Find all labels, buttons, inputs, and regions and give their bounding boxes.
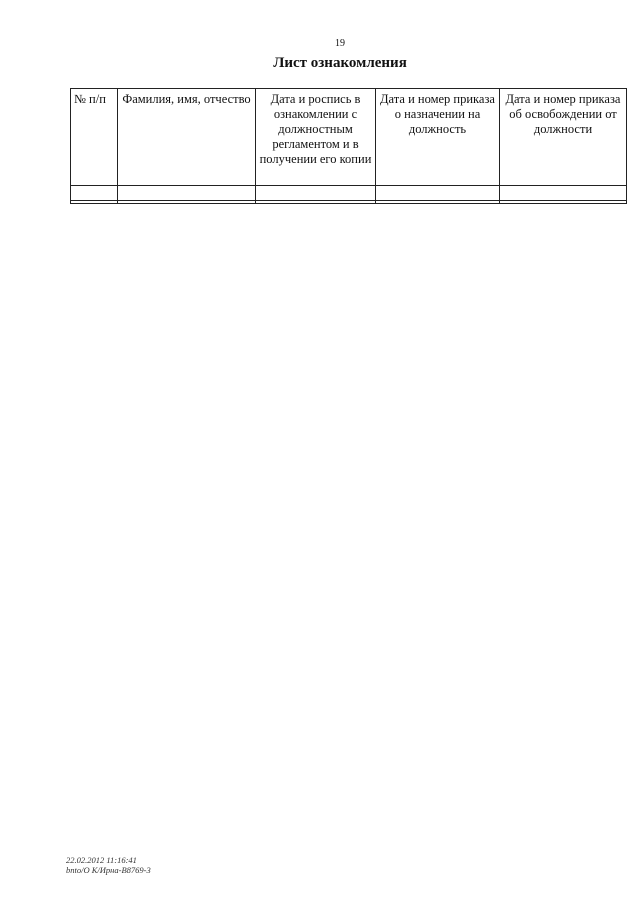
table-header-row [71,89,627,186]
table-cell[interactable] [376,201,500,204]
column-header-name: Фамилия, имя, отчество [118,89,256,186]
footer-document-id: bnto/O K/Ирна-B8769-3 [66,865,151,875]
acknowledgement-table [70,88,627,204]
table-cell[interactable] [118,186,256,201]
document-footer [66,855,151,875]
column-header-appointment-order: Дата и номер приказа о назначении на должность [376,89,500,186]
table-cell[interactable] [71,186,118,201]
table-cell[interactable] [500,201,627,204]
table-cell[interactable] [256,201,376,204]
column-header-dismissal-order: Дата и номер приказа об освобождении от должности [500,89,627,186]
table-row [71,186,627,201]
table-cell[interactable] [256,186,376,201]
column-header-number: № п/п [71,89,118,186]
page-number: 19 [335,38,345,49]
table-cell[interactable] [71,201,118,204]
footer-timestamp: 22.02.2012 11:16:41 [66,855,137,865]
column-header-signature: Дата и роспись в ознакомлении с должностным регламентом и в получении его копии [256,89,376,186]
table-cell[interactable] [376,186,500,201]
table-cell[interactable] [118,201,256,204]
page-title: Лист ознакомления [273,55,407,71]
table-row [71,201,627,204]
table-cell[interactable] [500,186,627,201]
